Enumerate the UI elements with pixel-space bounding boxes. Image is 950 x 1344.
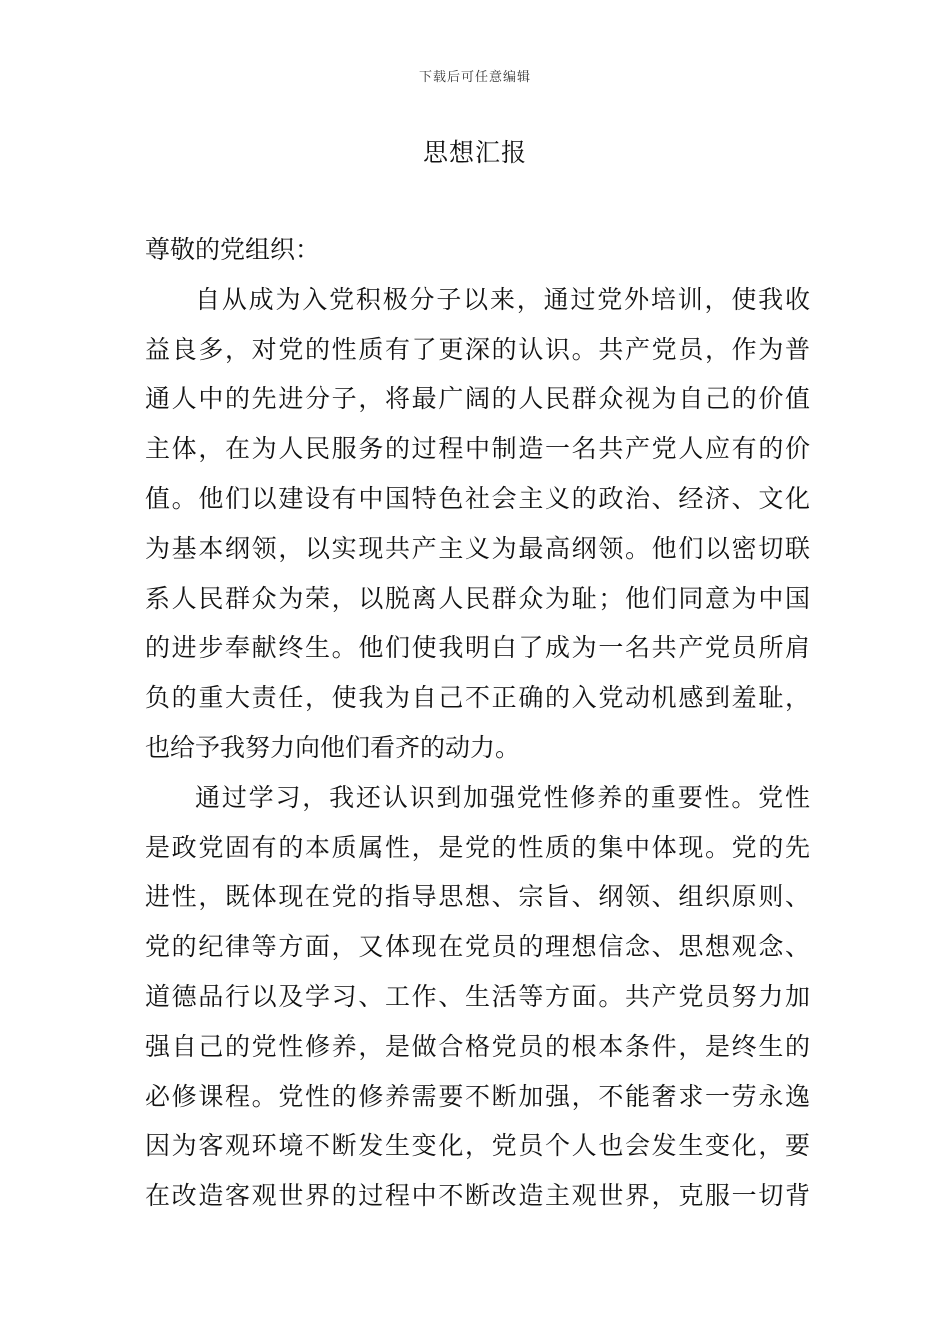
text-line: 的进步奉献终生。他们使我明白了成为一名共产党员所肩 [145,633,810,663]
text-line: 强自己的党性修养，是做合格党员的根本条件，是终生的 [145,1031,810,1061]
text-line: 也给予我努力向他们看齐的动力。 [145,732,521,762]
text-line: 因为客观环境不断发生变化，党员个人也会发生变化，要 [145,1131,810,1161]
document-title: 思想汇报 [422,138,527,167]
text-line: 通过学习，我还认识到加强党性修养的重要性。党性 [195,782,810,812]
text-line: 道德品行以及学习、工作、生活等方面。共产党员努力加 [145,981,810,1011]
text-line: 党的纪律等方面，又体现在党员的理想信念、思想观念、 [145,932,810,962]
text-line: 自从成为入党积极分子以来，通过党外培训，使我收 [195,284,810,314]
paragraph-1 [145,275,810,773]
text-line: 值。他们以建设有中国特色社会主义的政治、经济、文化 [145,483,810,513]
text-line: 通人中的先进分子，将最广阔的人民群众视为自己的价值 [145,384,810,414]
text-line: 负的重大责任，使我为自己不正确的入党动机感到羞耻， [145,683,810,713]
text-line: 是政党固有的本质属性，是党的性质的集中体现。党的先 [145,832,810,862]
text-line: 必修课程。党性的修养需要不断加强，不能奢求一劳永逸 [145,1081,810,1111]
salutation: 尊敬的党组织： [145,235,321,264]
text-line: 主体，在为人民服务的过程中制造一名共产党人应有的价 [145,434,810,464]
text-line: 系人民群众为荣，以脱离人民群众为耻；他们同意为中国 [145,583,810,613]
paragraph-2 [145,773,810,1221]
text-line: 在改造客观世界的过程中不断改造主观世界，克服一切背 [145,1181,810,1211]
text-line: 益良多，对党的性质有了更深的认识。共产党员，作为普 [145,334,810,364]
text-line: 进性，既体现在党的指导思想、宗旨、纲领、组织原则、 [145,882,810,912]
document-body [145,225,810,1221]
download-note: 下载后可任意编辑 [418,70,531,85]
text-line: 为基本纲领，以实现共产主义为最高纲领。他们以密切联 [145,533,810,563]
